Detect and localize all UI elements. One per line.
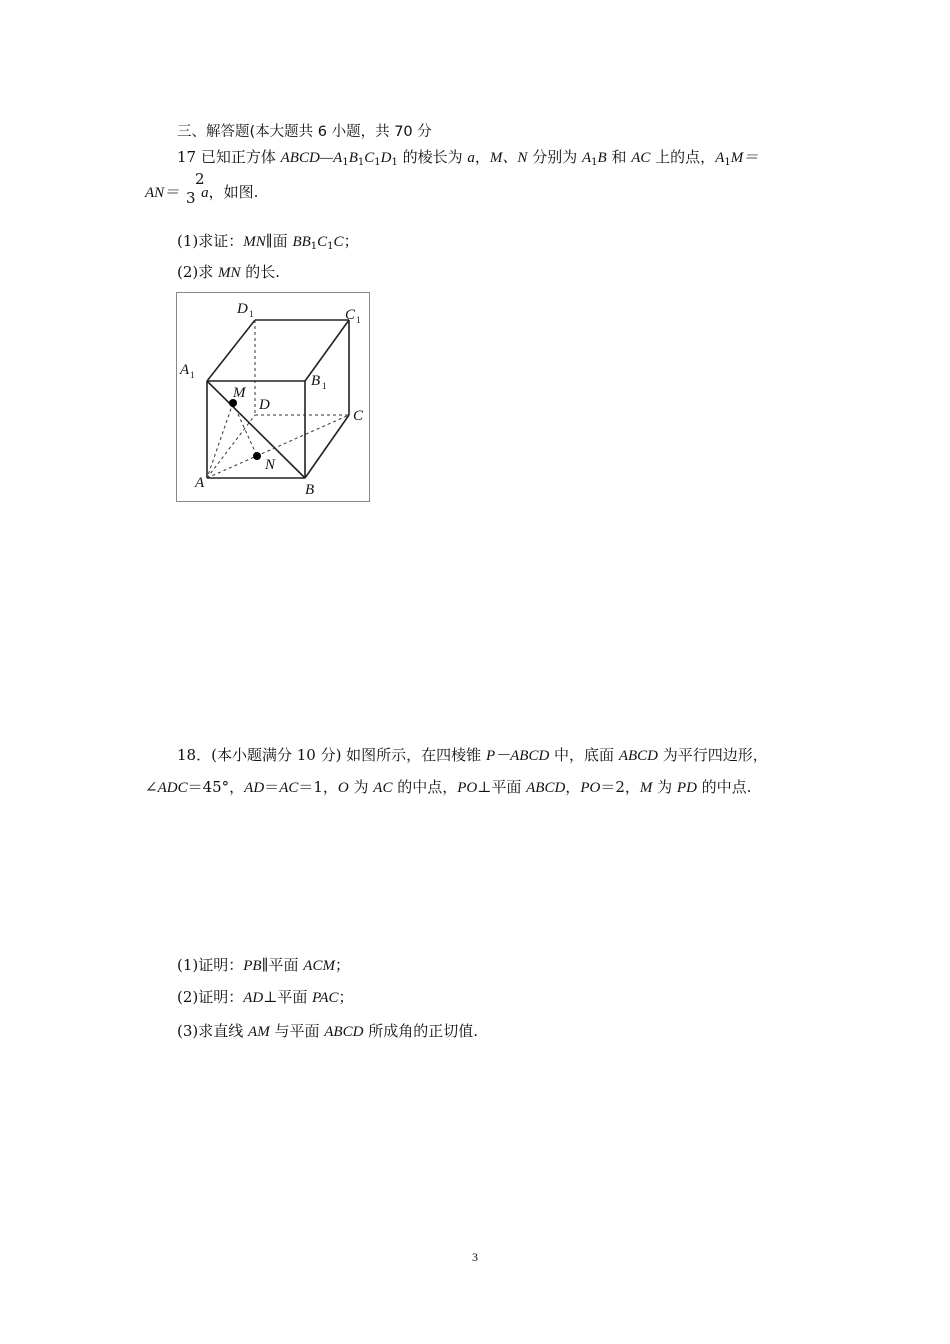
q17-segment: A xyxy=(715,150,725,166)
part-text: ； xyxy=(338,988,354,1006)
label-c1: C xyxy=(345,307,356,323)
q18-text: 18．(本小题满分 10 分) 如图所示，在四棱锥 xyxy=(177,746,486,764)
part-text: ∥平面 xyxy=(261,956,304,974)
part-text: 与平面 xyxy=(269,1022,325,1040)
label-a: A xyxy=(195,475,205,491)
part-text: ⊥平面 xyxy=(263,988,313,1006)
q18-segment: PO xyxy=(580,780,601,796)
q17-text: ， xyxy=(474,148,490,166)
q18-point: O xyxy=(337,780,349,796)
q17-points: M、N xyxy=(489,150,528,166)
segment-mn: MN xyxy=(218,265,241,281)
label-b: B xyxy=(305,482,315,498)
q18-segment: AD xyxy=(244,780,265,796)
q18-part-1 xyxy=(177,954,350,977)
edge-a1d1 xyxy=(207,320,255,381)
label-n: N xyxy=(265,457,276,473)
hidden-segment-am xyxy=(207,403,233,478)
q18-segment: AC xyxy=(279,780,299,796)
q17-cube-name: ABCD—A xyxy=(280,150,343,166)
q17-part-2 xyxy=(177,261,280,284)
label-d1: D xyxy=(237,301,248,317)
q18-text: ＝1， xyxy=(298,778,338,796)
hidden-edge-ad xyxy=(207,415,255,478)
q18-text: ， xyxy=(565,778,581,796)
q18-text: ⊥平面 xyxy=(477,778,527,796)
part-text: 的长. xyxy=(240,263,281,281)
q17-edge-length: a xyxy=(467,150,475,166)
point-n xyxy=(253,452,261,460)
plane-acm: ACM xyxy=(303,958,335,974)
q17-text: 分别为 xyxy=(527,148,582,166)
q17-text: 上的点， xyxy=(650,148,716,166)
q17-text: 已知正方体 xyxy=(196,148,281,166)
part-label: (1)证明： xyxy=(177,956,244,974)
q18-text: 中，底面 xyxy=(549,746,619,764)
q18-text: ＝45°， xyxy=(187,778,245,796)
label-a1: A xyxy=(180,362,190,378)
label-m: M xyxy=(233,385,246,401)
plane-pac: PAC xyxy=(312,990,339,1006)
q18-line-1 xyxy=(177,744,768,767)
cube-figure xyxy=(176,292,370,502)
q18-part-3 xyxy=(177,1020,478,1043)
label-subscript: 1 xyxy=(322,381,327,391)
label-subscript: 1 xyxy=(190,370,195,380)
q17-edge-length: a xyxy=(201,185,209,201)
segment-pb: PB xyxy=(243,958,262,974)
q17-line-1: 17 已知正方体 $ABCD—A_1B_1C_1D_1$ 的棱长为 a，M、N 分别为 $A_1B$ 和 AC 上的点，$A_1M=$ xyxy=(177,148,759,168)
part-label: (3)求直线 xyxy=(177,1022,249,1040)
q18-segment: AC xyxy=(373,780,393,796)
cube-diagram xyxy=(177,293,371,503)
label-subscript: 1 xyxy=(356,315,361,325)
label-subscript: 1 xyxy=(249,309,254,319)
plane-abcd: ABCD xyxy=(324,1024,364,1040)
part-text: 所成角的正切值. xyxy=(363,1022,478,1040)
q18-text: ＝2， xyxy=(600,778,640,796)
q17-text: 和 xyxy=(606,148,632,166)
segment-mn: MN xyxy=(243,234,266,250)
label-c: C xyxy=(353,408,364,424)
q17-number: 17 xyxy=(177,148,197,166)
part-label: (1)求证： xyxy=(177,232,244,250)
q18-plane: ABCD xyxy=(526,780,566,796)
q18-base: ABCD xyxy=(618,748,658,764)
q18-text: 的中点. xyxy=(696,778,752,796)
q17-segment: AC xyxy=(631,150,651,166)
q17-segment: A xyxy=(581,150,592,166)
q18-text: 为 xyxy=(652,778,677,796)
part-label: (2)证明： xyxy=(177,988,244,1006)
part-text: ∥面 xyxy=(265,232,293,250)
segment-a1b xyxy=(207,381,305,478)
segment-mn xyxy=(233,403,257,456)
q18-pyramid: P－ABCD xyxy=(485,748,550,764)
fraction-denominator: 3 xyxy=(186,189,196,207)
q18-part-2 xyxy=(177,986,354,1009)
edge-bc xyxy=(305,415,349,478)
q18-text: 为平行四边形， xyxy=(658,746,768,764)
segment-ad: AD xyxy=(243,990,264,1006)
q18-text: 为 xyxy=(348,778,374,796)
segment-am: AM xyxy=(248,1024,270,1040)
q18-text: 的中点， xyxy=(392,778,458,796)
q18-text: ＝ xyxy=(264,778,280,796)
q17-an: AN＝ xyxy=(145,185,180,201)
q17-text: ，如图. xyxy=(208,183,259,201)
label-b1: B xyxy=(311,373,321,389)
q17-text: 的棱长为 xyxy=(397,148,468,166)
q18-point: M xyxy=(639,780,653,796)
q18-segment: PD xyxy=(676,780,697,796)
q18-angle: ∠ADC xyxy=(145,780,188,796)
q17-text: M＝ xyxy=(730,150,759,166)
part-text: ； xyxy=(334,956,350,974)
label-d: D xyxy=(259,397,270,413)
q18-segment: PO xyxy=(457,780,478,796)
part-label: (2)求 xyxy=(177,263,219,281)
edge-b1c1 xyxy=(305,320,349,381)
section-heading: 三、解答题(本大题共 6 小题，共 70 分 xyxy=(177,124,432,140)
q17-part-1: (1)求证：MN∥面 $BB_1C_1C$； xyxy=(177,232,359,252)
page-number: 3 xyxy=(472,1250,478,1264)
q18-line-2 xyxy=(145,776,751,799)
fraction-numerator: 2 xyxy=(195,170,205,188)
